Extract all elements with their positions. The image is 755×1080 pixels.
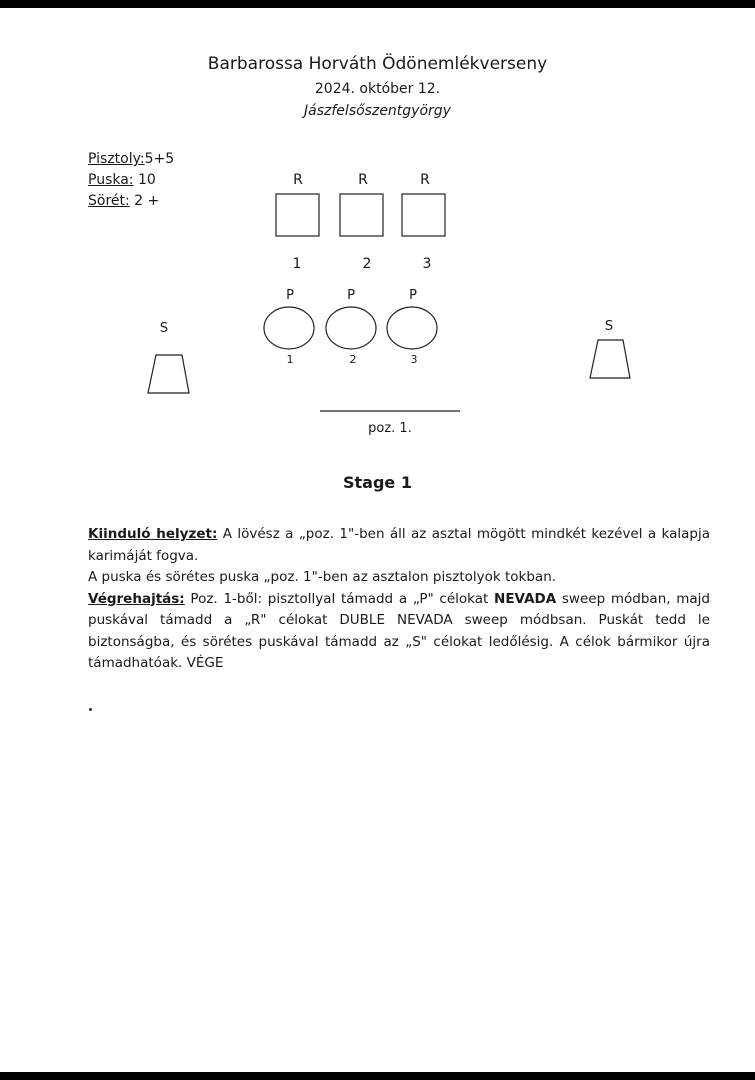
- competition-place: Jászfelsőszentgyörgy: [304, 103, 451, 119]
- pistol-target-3-letter: P: [409, 288, 417, 303]
- competition-date: 2024. október 12.: [314, 81, 441, 97]
- stage-instructions: [88, 524, 710, 675]
- pistol-target-2-letter: P: [347, 288, 355, 303]
- stage-title: Stage 1: [343, 473, 412, 492]
- rifle-target-1-number: 1: [292, 256, 302, 272]
- rifle-target-2-number: 2: [362, 256, 372, 272]
- execution-text-b: sweep módban, majd puskával támadd a „R" célokat DUBLE NEVADA sweep módbsan. Puskát tedd le biztonságba, és sörétes puskával támadd az „S" célokat ledőlésig. A célok bármikor újra támadhatóak. VÉGE: [88, 590, 711, 671]
- start-position-paragraph-2: [88, 567, 710, 589]
- rifle-value: 10: [133, 172, 156, 188]
- stage-diagram: [0, 8, 755, 448]
- start-position-label: Kiinduló helyzet:: [88, 526, 218, 542]
- rifle-target-1-square: [276, 194, 319, 236]
- document-page: [0, 8, 755, 1072]
- rifle-label: Puska:: [88, 172, 134, 188]
- pistol-target-3-plate: [387, 307, 437, 349]
- pistol-target-1-plate: [264, 307, 314, 349]
- stray-dot: [89, 708, 92, 711]
- position-label: poz. 1.: [368, 421, 412, 436]
- shotgun-target-left-popper: [148, 355, 189, 393]
- rifle-target-3-letter: R: [420, 172, 430, 188]
- pistol-target-1-number: 1: [286, 353, 294, 366]
- rifle-target-3-number: 3: [422, 256, 432, 272]
- pistol-value: 5+5: [144, 151, 175, 167]
- pistol-target-3-number: 3: [410, 353, 418, 366]
- start-position-paragraph: [88, 524, 710, 567]
- start-position-text-2: A puska és sörétes puska „poz. 1"-ben az asztalon pisztolyok tokban.: [88, 569, 557, 585]
- shotgun-label: Sörét:: [88, 193, 130, 209]
- shotgun-target-right-letter: S: [604, 319, 614, 334]
- execution-text-a: Poz. 1-ből: pisztollyal támadd a „P" célokat: [184, 590, 495, 607]
- pistol-label: Pisztoly:: [88, 151, 145, 167]
- shotgun-target-left-letter: S: [159, 321, 169, 336]
- execution-label: Végrehajtás:: [88, 590, 185, 607]
- rifle-target-2-square: [340, 194, 383, 236]
- shotgun-target-right-popper: [590, 340, 630, 378]
- rifle-target-3-square: [402, 194, 445, 236]
- start-position-text: A lövész a „poz. 1"-ben áll az asztal mögött mindkét kezével a kalapja karimáját fogva.: [88, 526, 710, 564]
- execution-paragraph: [88, 589, 710, 675]
- pistol-target-1-letter: P: [286, 288, 294, 303]
- rifle-target-2-letter: R: [358, 172, 368, 188]
- pistol-target-2-plate: [326, 307, 376, 349]
- competition-title: Barbarossa Horváth Ödönemlékverseny: [207, 54, 548, 74]
- shotgun-value: 2 +: [129, 193, 160, 209]
- rifle-target-1-letter: R: [293, 172, 303, 188]
- pistol-target-2-number: 2: [349, 353, 357, 366]
- execution-bold: NEVADA: [494, 590, 557, 607]
